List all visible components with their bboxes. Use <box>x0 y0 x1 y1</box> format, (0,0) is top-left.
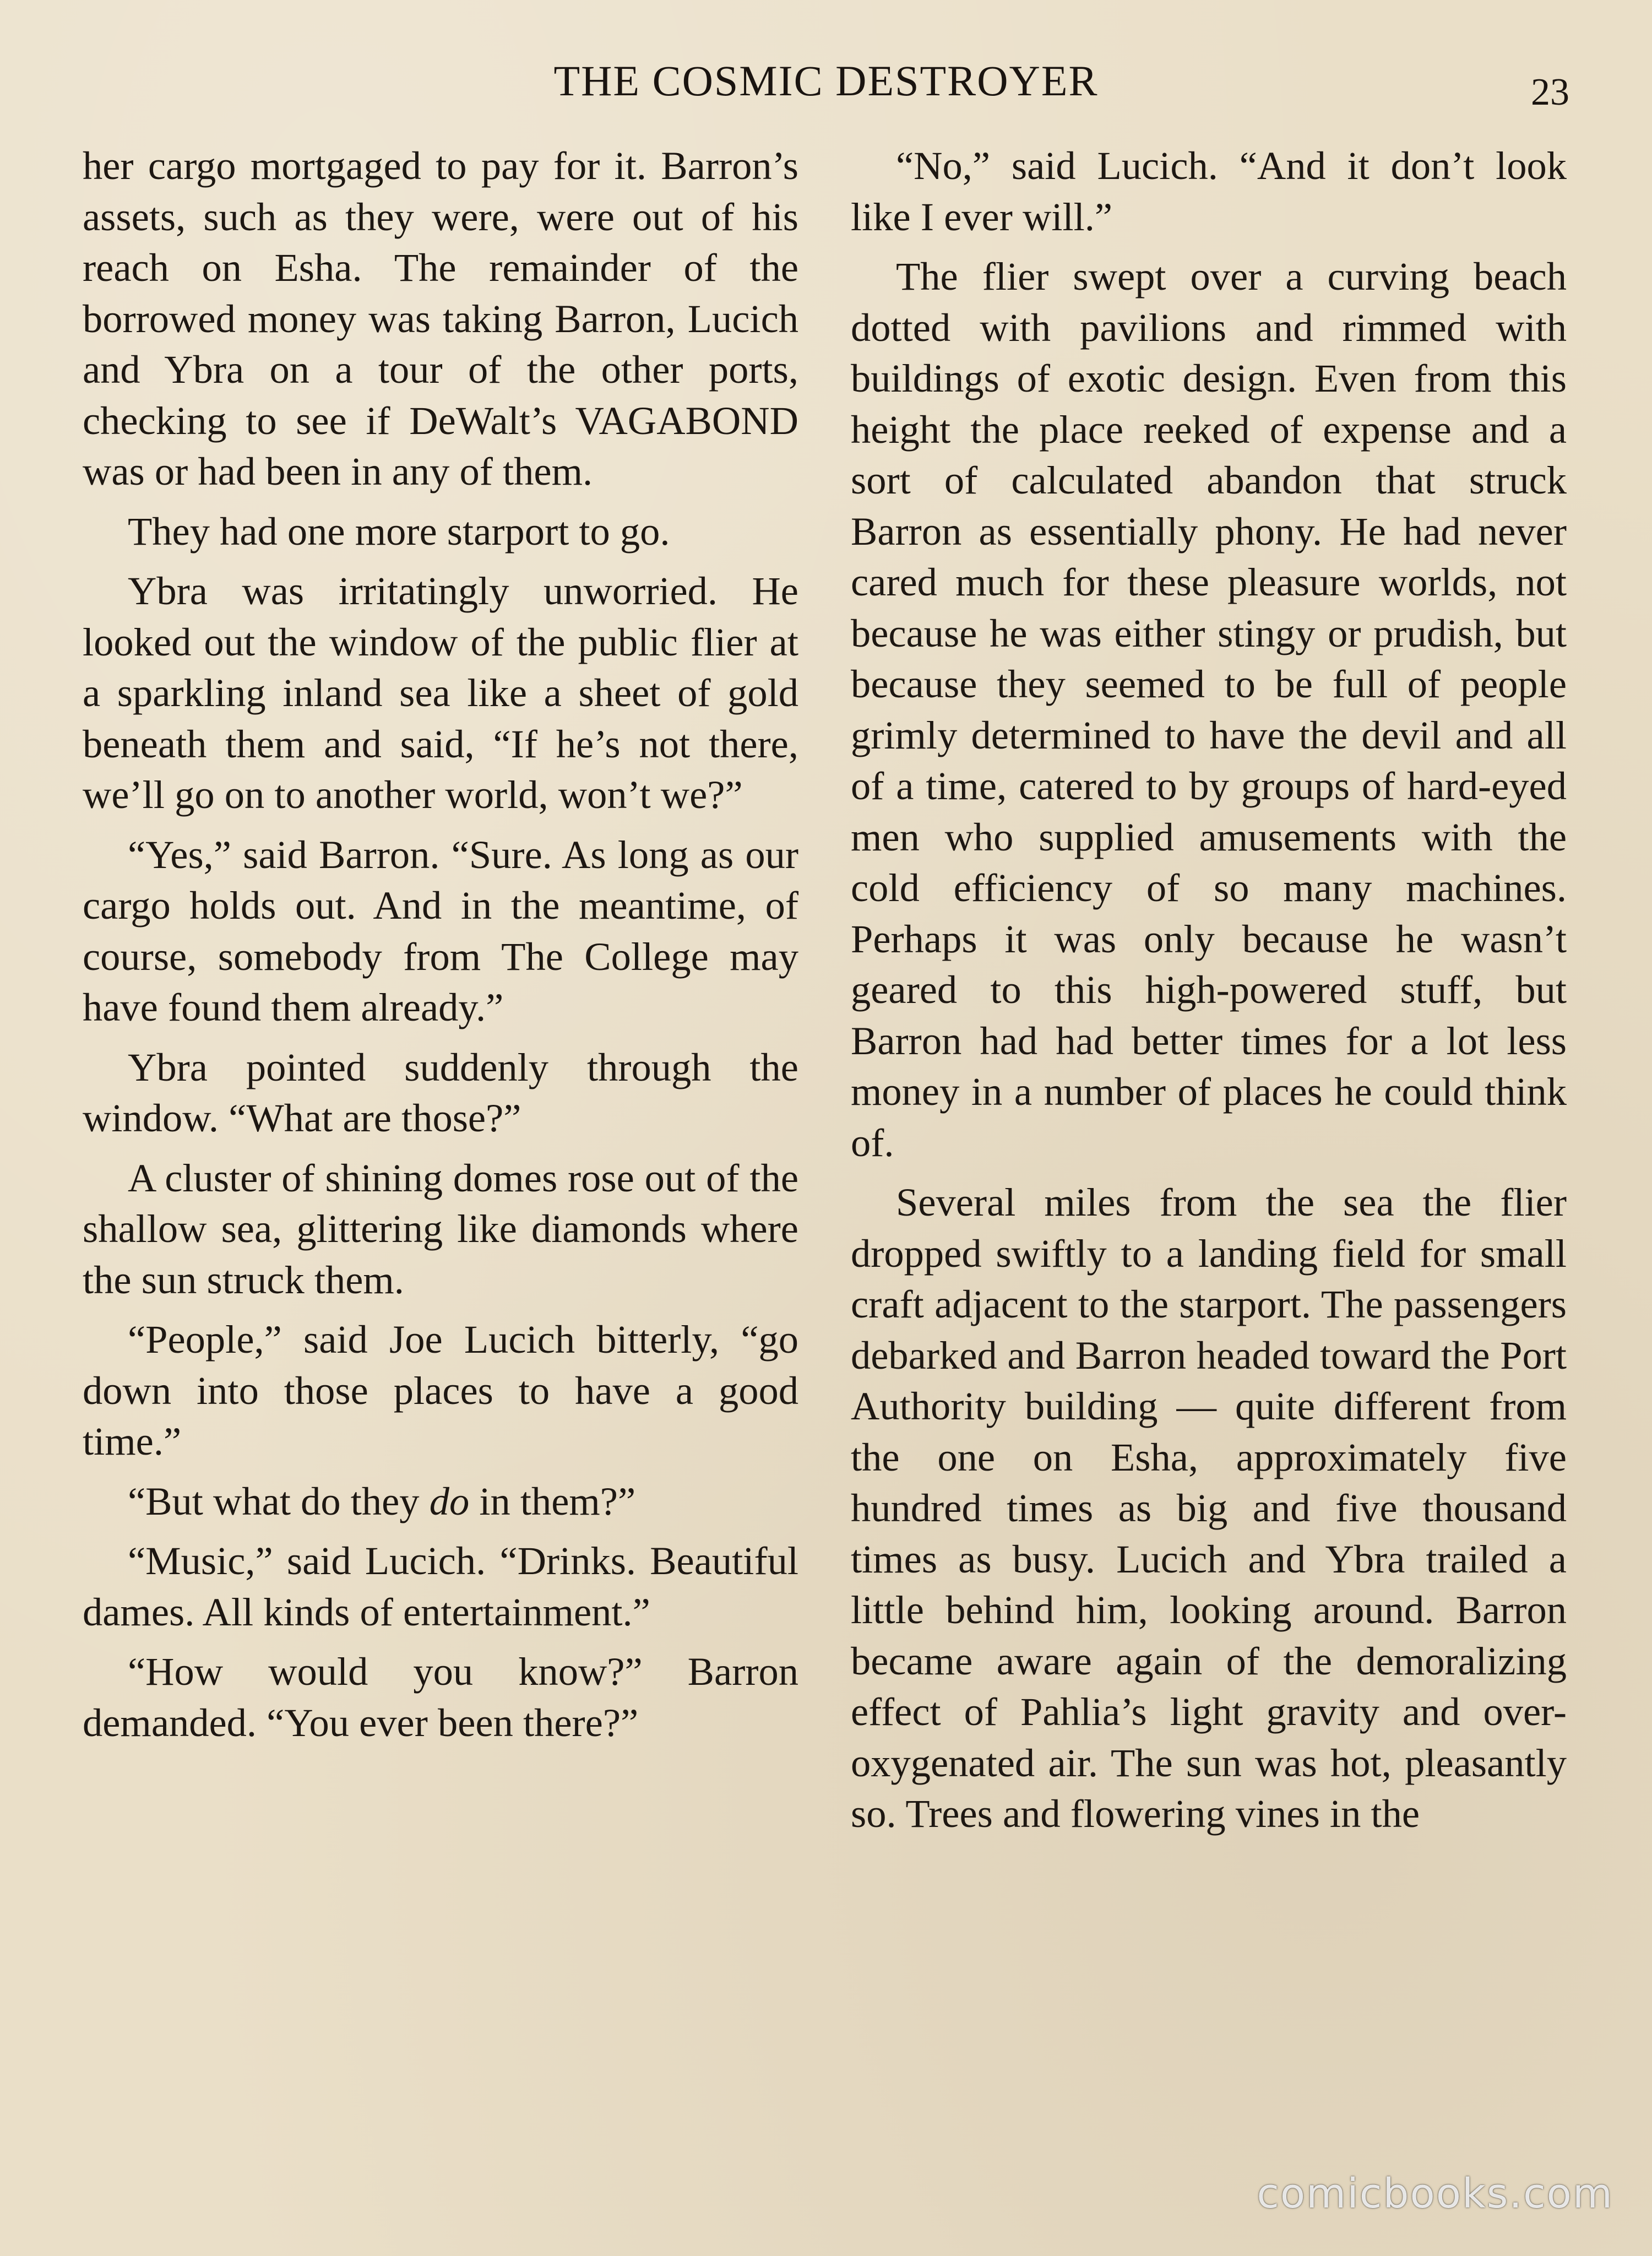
paragraph: Ybra was irritatingly unworried. He looked out the window of the public flier at a sparkling inland sea like a sheet of gold beneath them and said, “If he’s not there, we’ll go on to another world, won’t we?” <box>83 568 798 817</box>
paragraph: They had one more starport to go. <box>128 508 670 554</box>
paragraph: her cargo mortgaged to pay for it. Barron’s assets, such as they were, were out of his reach on Esha. The remainder of the borrowed money was taking Barron, Lucich and Ybra on a tour of the other ports, checking to see if DeWalt’s VAGABOND was or had been in any of them. <box>83 143 798 494</box>
paragraph: “Yes,” said Barron. “Sure. As long as our cargo holds out. And in the meantime, of course, somebody from The College may have found them already.” <box>83 832 798 1029</box>
paragraph: “Music,” said Lucich. “Drinks. Beautiful dames. All kinds of entertainment.” <box>83 1538 798 1634</box>
running-head-title: THE COSMIC DESTROYER <box>553 57 1099 105</box>
paragraph: The flier swept over a curving beach dotted with pavilions and rimmed with buildings of exotic design. Even from this height the place reeked of expense and a sort of calculated abandon that struck Barron as essentially phony. He had never cared much for these pleasure worlds, not because he was either stingy or prudish, but because they seemed to be full of people grimly determined to have the devil and all of a time, catered to by groups of hard-eyed men who supplied amusements with the cold efficiency of so many machines. Perhaps it was only because he wasn’t geared to this high-powered stuff, but Barron had had better times for a lot less money in a number of places he could think of. <box>851 254 1567 1165</box>
emphasized-word: do <box>429 1478 470 1523</box>
paragraph: “People,” said Joe Lucich bitterly, “go down into those places to have a good time.” <box>83 1317 798 1463</box>
paragraph <box>83 1476 798 1527</box>
paragraph: “No,” said Lucich. “And it don’t look like I ever will.” <box>851 143 1567 239</box>
paragraph: Ybra pointed suddenly through the window. “What are those?” <box>83 1044 798 1140</box>
paragraph-text: “But what do they <box>128 1478 430 1523</box>
paragraph-text: in them?” <box>469 1478 636 1523</box>
left-column <box>83 140 798 1757</box>
page-number: 23 <box>1531 71 1569 113</box>
right-column <box>851 140 1567 1848</box>
page-header <box>0 50 1652 132</box>
paragraph: “How would you know?” Barron demanded. “You ever been there?” <box>83 1649 798 1745</box>
watermark-text: comicbooks.com <box>1257 2170 1613 2217</box>
paragraph: Several miles from the sea the flier dropped swiftly to a landing field for small craft adjacent to the starport. The passengers debarked and Barron headed toward the Port Authority building — quite different from the one on Esha, approximately five hundred times as big and five thousand times as busy. Lucich and Ybra trailed a little behind him, looking around. Barron became aware again of the demoralizing effect of Pahlia’s light gravity and over-oxygenated air. The sun was hot, pleasantly so. Trees and flowering vines in the <box>851 1180 1567 1836</box>
paragraph: A cluster of shining domes rose out of the shallow sea, glittering like diamonds where the sun struck them. <box>83 1155 798 1302</box>
